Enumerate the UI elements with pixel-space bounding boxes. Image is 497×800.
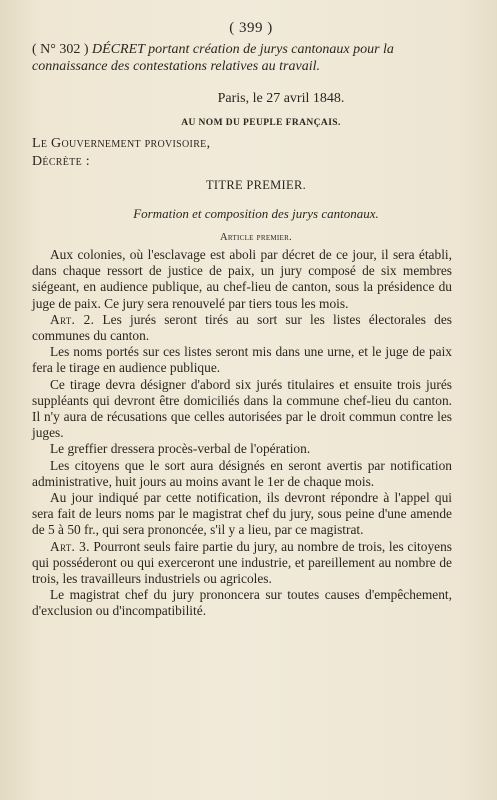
paragraph [32, 312, 452, 344]
decrees-line: Décrète : [32, 154, 90, 169]
paragraph-text: Le greffier dressera procès-verbal de l'opération. [50, 441, 311, 457]
paragraph-text: Les jurés seront tirés au sort sur les listes électorales des communes du canton. [32, 311, 452, 344]
decree-title: DÉCRET portant création de jurys cantonaux pour la connaissance des contestations relatives au travail. [32, 42, 394, 74]
paragraph [32, 490, 452, 539]
page-content [32, 20, 452, 620]
section-subtitle: Formation et composition des jurys cantonaux. [133, 206, 379, 221]
paragraph-text: Les noms portés sur ces listes seront mis dans une urne, et le juge de paix fera le tirage en audience publique. [32, 344, 452, 376]
body-text [32, 247, 452, 620]
paragraph-text: Ce tirage devra désigner d'abord six jurés titulaires et ensuite trois jurés suppléants qui devront être domiciliés dans la commune chef-lieu du canton. Il n'y aura de récusations que celles autorisées par le droit commun contre les juges. [32, 376, 452, 441]
place-date: Paris, le 27 avril 1848. [217, 91, 345, 106]
article-heading: Article premier. [219, 232, 293, 243]
decree-heading [32, 41, 452, 75]
paragraph [32, 247, 452, 312]
titre-heading: TITRE PREMIER. [205, 178, 307, 192]
paragraph-text: Au jour indiqué par cette notification, ils devront répondre à l'appel qui sera fait de leurs noms par le magistrat chef du jury, sous peine d'une amende de 5 à 50 fr., qui sera prononcée, s'il y a lieu, par ce magistrat. [32, 490, 452, 538]
paragraph [32, 377, 452, 442]
paragraph [32, 539, 452, 588]
paragraph-text: Le magistrat chef du jury prononcera sur toutes causes d'empêchement, d'exclusion ou d'incompatibilité. [32, 587, 452, 619]
paragraph [32, 587, 452, 619]
paragraph-text: Les citoyens que le sort aura désignés en seront avertis par notification administrative, huit jours au moins avant le 1er de chaque mois. [32, 457, 452, 489]
government-line: Le Gouvernement provisoire, [32, 136, 211, 151]
decree-number: ( N° 302 ) [32, 42, 89, 57]
paragraph [32, 344, 452, 376]
nation-heading: AU NOM DU PEUPLE FRANÇAIS. [181, 118, 341, 128]
paragraph [32, 458, 452, 490]
article-label: Art. 3. [50, 538, 90, 554]
paragraph-text: Aux colonies, où l'esclavage est aboli par décret de ce jour, il sera établi, dans chaque ressort de justice de paix, un jury composé de six membres siégeant, en audience publique, au chef-lieu de canton, sous la présidence du juge de paix. Ce jury sera renouvelé par tiers tous les mois. [32, 247, 452, 311]
paragraph-text: Pourront seuls faire partie du jury, au nombre de trois, les citoyens qui posséderont ou qui exerceront une industrie, et pareillement au nombre de trois, les travailleurs industriels ou agricoles. [32, 538, 452, 587]
paragraph [32, 441, 452, 457]
page-number: ( 399 ) [229, 20, 273, 36]
article-label: Art. 2. [50, 311, 95, 327]
